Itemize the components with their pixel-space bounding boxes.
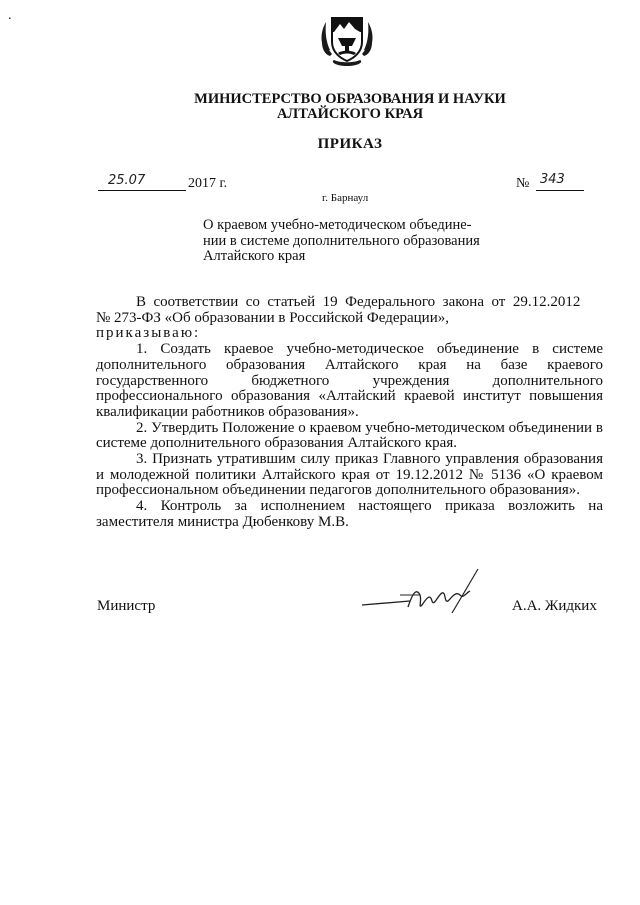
signatory-name: А.А. Жидких	[512, 598, 597, 614]
order-item-2: 2. Утвердить Положение о краевом учебно-методическом объединении в системе дополнительного образования Алтайского края.	[96, 419, 603, 452]
subject-block	[203, 218, 503, 265]
order-item-1: 1. Создать краевое учебно-методическое объединение в системе дополнительного образования Алтайского края на базе краевого государственного бюджетного учреждения дополнительного профессионального образования «Алтайский краевой институт повышения квалификации работников образования».	[96, 341, 603, 420]
ministry-title-line-2: АЛТАЙСКОГО КРАЯ	[276, 106, 424, 122]
handwritten-date: 25.07	[108, 173, 146, 188]
handwritten-signature	[360, 565, 500, 615]
document-type-heading: ПРИКАЗ	[317, 136, 383, 152]
order-number-prefix: №	[516, 176, 530, 191]
order-item-4: 4. Контроль за исполнением настоящего приказа возложить на заместителя министра Дюбенкову М.В.	[96, 498, 603, 530]
subject-line: О краевом учебно-методическом объедине-	[203, 217, 472, 233]
order-item-3: 3. Признать утратившим силу приказ Главного управления образования и молодежной политики Алтайского края от 19.12.2012 № 5136 «О краевом профессиональном объединении педагогов дополнительного образования».	[96, 451, 603, 499]
subject-line: Алтайского края	[203, 248, 306, 264]
coat-of-arms-emblem	[316, 8, 378, 72]
subject-line: нии в системе дополнительного образования	[203, 232, 480, 249]
order-body	[96, 295, 603, 531]
preamble-line-1: В соответствии со статьей 19 Федерального закона от 29.12.2012	[136, 294, 581, 310]
order-word: приказываю:	[96, 325, 201, 342]
stray-dot: .	[8, 8, 12, 23]
city-label: г. Барнаул	[322, 192, 369, 204]
date-year: 2017 г.	[188, 176, 228, 191]
ministry-title-line-1: МИНИСТЕРСТВО ОБРАЗОВАНИЯ И НАУКИ	[194, 91, 506, 107]
signatory-title: Министр	[97, 598, 156, 614]
handwritten-number: 343	[540, 172, 565, 187]
preamble-line-2: № 273-ФЗ «Об образовании в Российской Федерации»,	[96, 309, 449, 326]
